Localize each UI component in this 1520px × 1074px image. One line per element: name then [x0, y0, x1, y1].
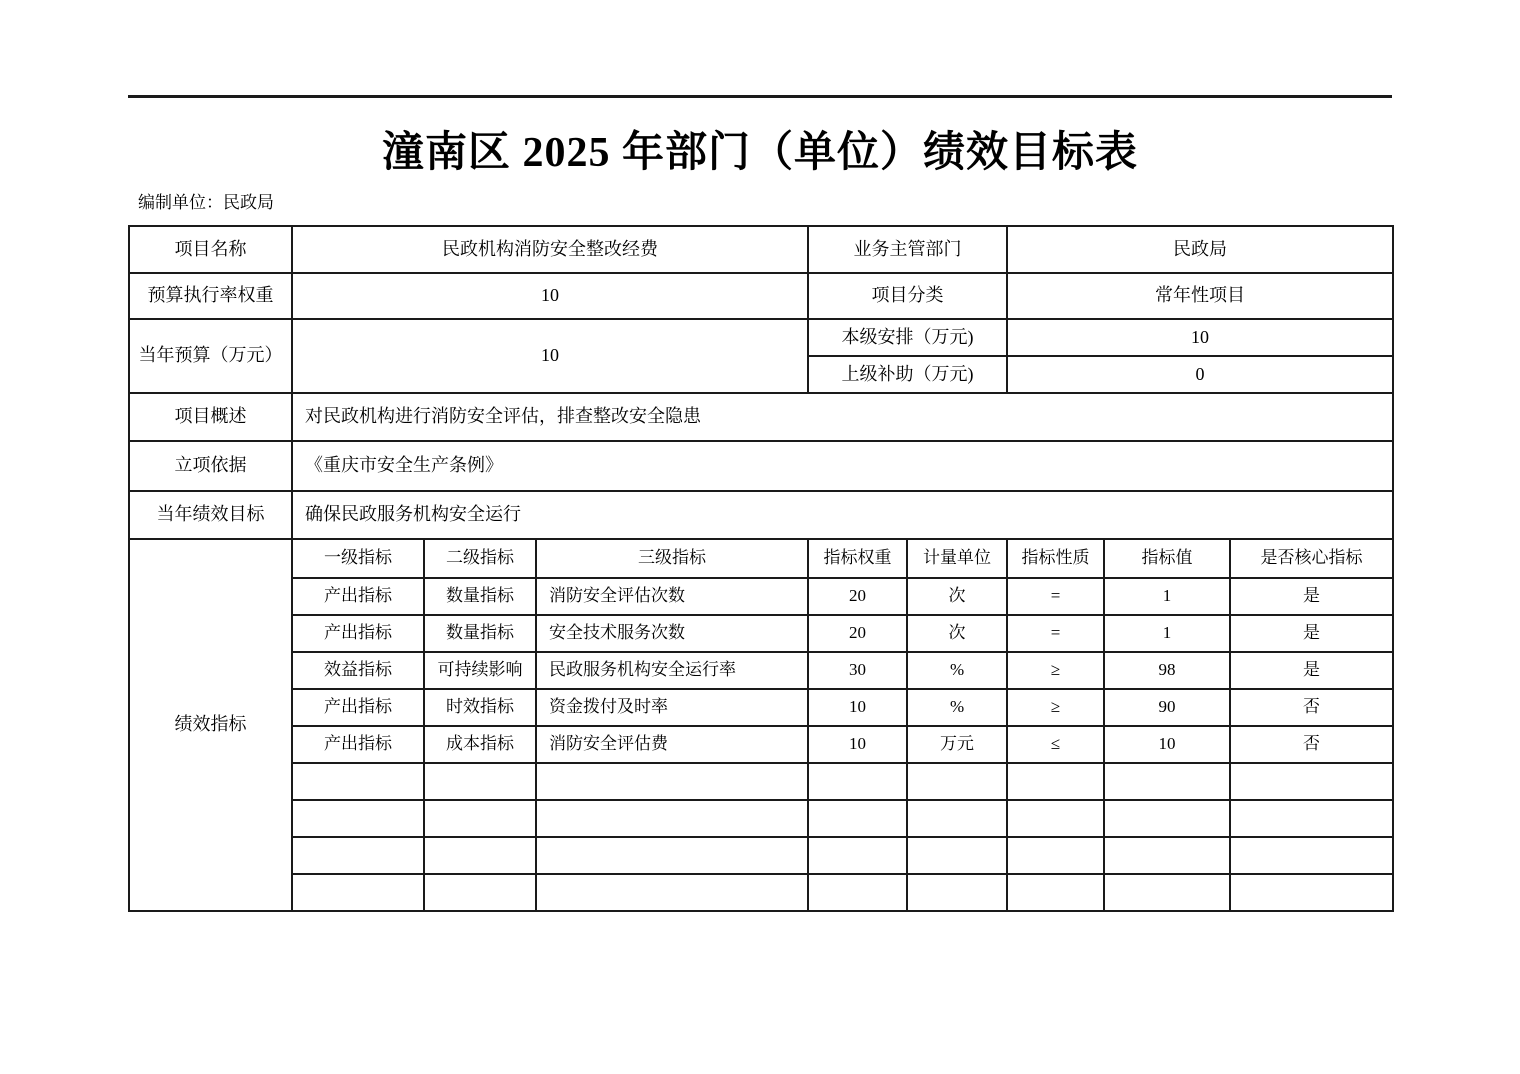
indicator-header-weight: 指标权重	[808, 539, 907, 578]
indicator-weight-cell: 20	[808, 578, 907, 615]
top-rule-divider	[128, 95, 1392, 98]
annual-budget-row-1	[129, 319, 1393, 356]
indicator-level1-cell: 产出指标	[292, 689, 424, 726]
indicator-nature-cell: ≤	[1007, 726, 1104, 763]
empty-indicator-row	[129, 837, 1393, 874]
indicator-weight-cell: 20	[808, 615, 907, 652]
dept-label-cell: 业务主管部门	[808, 226, 1007, 273]
indicator-header-value: 指标值	[1104, 539, 1230, 578]
indicator-level2-cell: 数量指标	[424, 578, 536, 615]
dept-value-cell: 民政局	[1007, 226, 1393, 273]
indicators-section-label-cell: 绩效指标	[129, 539, 292, 911]
indicator-unit-cell: %	[907, 652, 1007, 689]
annual-budget-label-cell: 当年预算（万元）	[129, 319, 292, 393]
project-name-label-cell: 项目名称	[129, 226, 292, 273]
indicator-header-core: 是否核心指标	[1230, 539, 1393, 578]
category-value-cell: 常年性项目	[1007, 273, 1393, 319]
indicator-core-cell: 是	[1230, 615, 1393, 652]
budget-weight-label-cell: 预算执行率权重	[129, 273, 292, 319]
indicator-nature-cell: =	[1007, 578, 1104, 615]
indicator-weight-cell: 10	[808, 726, 907, 763]
indicator-value-cell: 10	[1104, 726, 1230, 763]
annual-budget-value-cell: 10	[292, 319, 808, 393]
budget-weight-value-cell: 10	[292, 273, 808, 319]
indicator-header-nature: 指标性质	[1007, 539, 1104, 578]
indicator-level3-cell: 消防安全评估次数	[536, 578, 808, 615]
indicator-level2-cell: 时效指标	[424, 689, 536, 726]
indicator-unit-cell: 次	[907, 615, 1007, 652]
indicator-nature-cell: =	[1007, 615, 1104, 652]
indicator-unit-cell: 次	[907, 578, 1007, 615]
local-arrangement-label-cell: 本级安排（万元)	[808, 319, 1007, 356]
prepared-by-label: 编制单位：	[138, 193, 223, 212]
indicator-header-row	[129, 539, 1393, 578]
indicator-core-cell: 否	[1230, 689, 1393, 726]
indicator-row	[129, 689, 1393, 726]
indicator-unit-cell: 万元	[907, 726, 1007, 763]
indicator-level1-cell: 效益指标	[292, 652, 424, 689]
indicator-level3-cell: 消防安全评估费	[536, 726, 808, 763]
empty-indicator-row	[129, 763, 1393, 800]
prepared-by-value: 民政局	[223, 193, 274, 212]
indicator-header-level1: 一级指标	[292, 539, 424, 578]
superior-subsidy-label-cell: 上级补助（万元)	[808, 356, 1007, 393]
indicator-level3-cell: 资金拨付及时率	[536, 689, 808, 726]
indicator-nature-cell: ≥	[1007, 652, 1104, 689]
basis-label-cell: 立项依据	[129, 441, 292, 491]
indicator-level1-cell: 产出指标	[292, 615, 424, 652]
indicator-value-cell: 90	[1104, 689, 1230, 726]
goal-label-cell: 当年绩效目标	[129, 491, 292, 539]
indicator-core-cell: 否	[1230, 726, 1393, 763]
empty-indicator-row	[129, 874, 1393, 911]
indicator-level3-cell: 民政服务机构安全运行率	[536, 652, 808, 689]
indicator-weight-cell: 30	[808, 652, 907, 689]
budget-weight-row	[129, 273, 1393, 319]
indicator-nature-cell: ≥	[1007, 689, 1104, 726]
indicator-level2-cell: 可持续影响	[424, 652, 536, 689]
performance-target-table	[128, 225, 1394, 912]
indicator-row	[129, 578, 1393, 615]
indicator-weight-cell: 10	[808, 689, 907, 726]
indicator-level3-cell: 安全技术服务次数	[536, 615, 808, 652]
goal-value-cell: 确保民政服务机构安全运行	[292, 491, 1393, 539]
overview-row	[129, 393, 1393, 441]
basis-value-cell: 《重庆市安全生产条例》	[292, 441, 1393, 491]
indicator-level1-cell: 产出指标	[292, 726, 424, 763]
indicator-row	[129, 615, 1393, 652]
indicator-header-level3: 三级指标	[536, 539, 808, 578]
indicator-level1-cell: 产出指标	[292, 578, 424, 615]
prepared-by	[138, 188, 274, 213]
indicator-value-cell: 98	[1104, 652, 1230, 689]
indicator-header-level2: 二级指标	[424, 539, 536, 578]
overview-label-cell: 项目概述	[129, 393, 292, 441]
empty-indicator-row	[129, 800, 1393, 837]
indicator-row	[129, 652, 1393, 689]
indicator-core-cell: 是	[1230, 652, 1393, 689]
basis-row	[129, 441, 1393, 491]
indicator-unit-cell: %	[907, 689, 1007, 726]
project-name-value-cell: 民政机构消防安全整改经费	[292, 226, 808, 273]
superior-subsidy-value-cell: 0	[1007, 356, 1393, 393]
overview-value-cell: 对民政机构进行消防安全评估，排查整改安全隐患	[292, 393, 1393, 441]
project-name-row	[129, 226, 1393, 273]
indicator-level2-cell: 成本指标	[424, 726, 536, 763]
page-title: 潼南区 2025 年部门（单位）绩效目标表	[381, 130, 1138, 176]
indicator-value-cell: 1	[1104, 615, 1230, 652]
indicator-row	[129, 726, 1393, 763]
local-arrangement-value-cell: 10	[1007, 319, 1393, 356]
category-label-cell: 项目分类	[808, 273, 1007, 319]
indicator-value-cell: 1	[1104, 578, 1230, 615]
goal-row	[129, 491, 1393, 539]
indicator-core-cell: 是	[1230, 578, 1393, 615]
indicator-header-unit: 计量单位	[907, 539, 1007, 578]
indicator-level2-cell: 数量指标	[424, 615, 536, 652]
